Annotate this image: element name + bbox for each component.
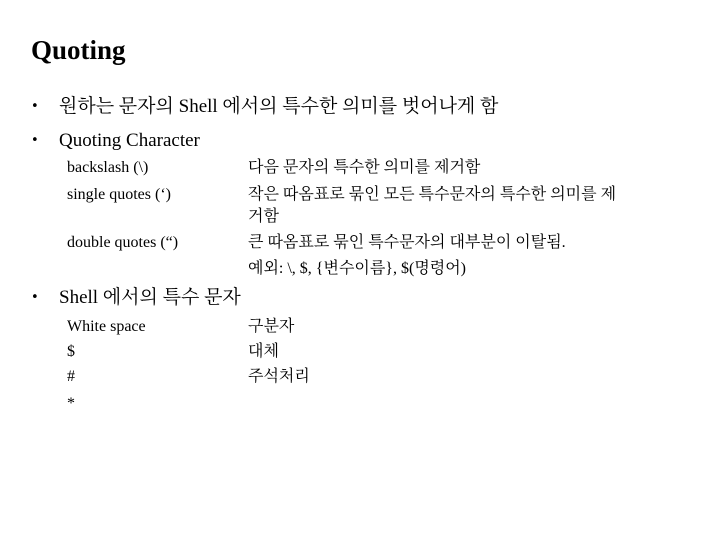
description-line: 다음 문자의 특수한 의미를 제거함 — [248, 159, 481, 176]
special-term: # — [67, 368, 75, 385]
quoting-term: single quotes (‘) — [67, 186, 171, 203]
special-description: 대체 — [248, 343, 279, 360]
quoting-description — [248, 232, 688, 280]
bullet-text: Shell 에서의 특수 문자 — [59, 287, 241, 308]
special-description: 주석처리 — [248, 368, 310, 385]
bullet-item — [31, 95, 498, 119]
bullet-item — [31, 129, 200, 153]
slide-title: Quoting — [31, 35, 126, 65]
description-line: 작은 따옴표로 묶인 모든 특수문자의 특수한 의미를 제 — [248, 186, 617, 203]
description-line: 거함 — [248, 208, 279, 225]
special-term: $ — [67, 343, 75, 360]
bullet-icon: • — [31, 133, 39, 148]
special-term: White space — [67, 318, 146, 335]
bullet-item — [31, 286, 241, 310]
description-line: 예외: \, $, {변수이름}, $(명령어) — [248, 260, 467, 277]
special-term: * — [67, 395, 75, 412]
special-description: 구분자 — [248, 318, 295, 335]
bullet-icon: • — [31, 290, 39, 305]
quoting-term: backslash (\) — [67, 159, 149, 176]
quoting-description — [248, 184, 688, 228]
quoting-description — [248, 157, 688, 179]
bullet-icon: • — [31, 99, 39, 114]
bullet-text: Quoting Character — [59, 130, 200, 151]
bullet-text: 원하는 문자의 Shell 에서의 특수한 의미를 벗어나게 함 — [59, 96, 499, 117]
quoting-term: double quotes (“) — [67, 234, 179, 251]
description-line: 큰 따옴표로 묶인 특수문자의 대부분이 이탈됨. — [248, 234, 566, 251]
